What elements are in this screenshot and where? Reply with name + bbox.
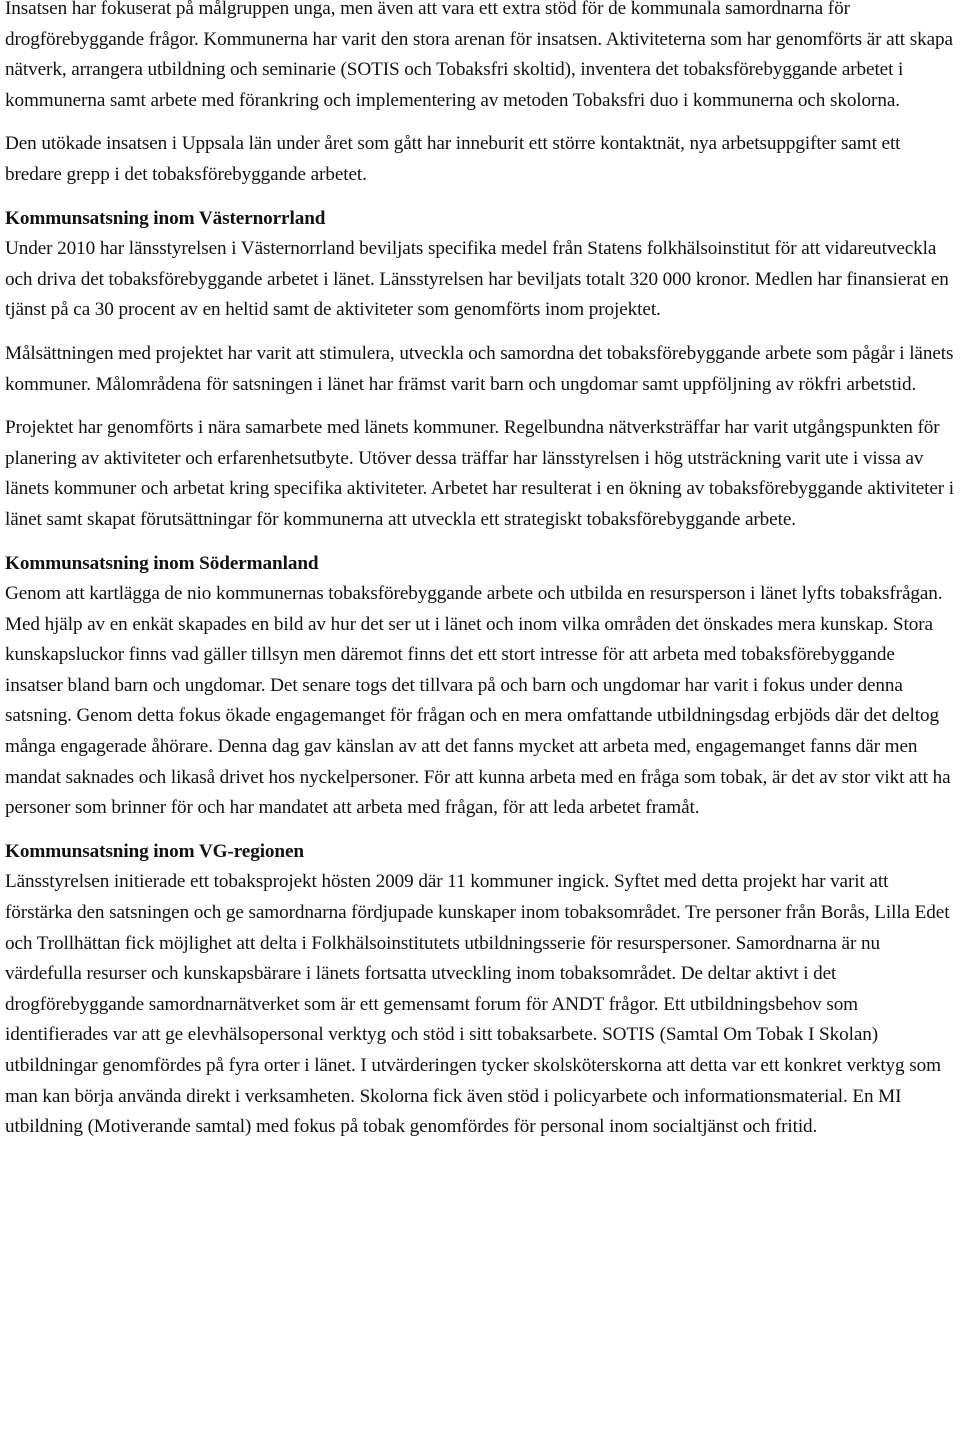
vasternorrland-paragraph-2: Målsättningen med projektet har varit att stimulera, utveckla och samordna det tobaksförebyggande arbete som pågår i länets kommuner. Målområdena för satsningen i länet har främst varit barn och ungdomar samt uppföljning av rökfri arbetstid. bbox=[5, 342, 954, 395]
section-sodermanland bbox=[5, 549, 957, 824]
sodermanland-paragraph-1: Genom att kartlägga de nio kommunernas tobaksförebyggande arbete och utbilda en resursperson i länet lyfts tobaksfrågan. Med hjälp av en enkät skapades en bild av hur det ser ut i länet och inom vilka områden det önskades mera kunskap. Stora kunskapsluckor finns vad gäller tillsyn men däremot finns det ett stort intresse för att arbeta med tobaksförebyggande insatser bland barn och ungdomar. Det senare togs det tillvara på och barn och ungdomar har varit i fokus under denna satsning. Genom detta fokus ökade engagemanget för frågan och en mera omfattande utbildningsdag erbjöds där det deltog många engagerade åhörare. Denna dag gav känslan av att det fanns mycket att arbeta med, engagemanget fanns där men mandat saknades och likaså drivet hos nyckelpersoner. För att kunna arbeta med en fråga som tobak, är det av stor vikt att ha personer som brinner för och har mandatet att arbeta med frågan, för att leda arbetet framåt. bbox=[5, 583, 951, 819]
vasternorrland-paragraph-1: Under 2010 har länsstyrelsen i Västernorrland beviljats specifika medel från Statens folkhälsoinstitut för att vidareutveckla och driva det tobaksförebyggande arbetet i länet. Länsstyrelsen har beviljats totalt 320 000 kronor. Medlen har finansierat en tjänst på ca 30 procent av en heltid samt de aktiviteter som genomförts inom projektet. bbox=[5, 238, 949, 321]
section-heading-sodermanland: Kommunsatsning inom Södermanland bbox=[5, 552, 319, 574]
vasternorrland-paragraph-3: Projektet har genomförts i nära samarbete med länets kommuner. Regelbundna nätverksträffar har varit utgångspunkten för planering av aktiviteter och erfarenhetsutbyte. Utöver dessa träffar har länsstyrelsen i hög utsträckning varit ute i vissa av länets kommuner och arbetat kring specifika aktiviteter. Arbetet har resulterat i en ökning av tobaksförebyggande aktiviteter i länet samt skapat förutsättningar för kommunerna att utveckla ett strategiskt tobaksförebyggande arbete. bbox=[5, 417, 955, 530]
intro-paragraph-2: Den utökade insatsen i Uppsala län under året som gått har inneburit ett större kontaktnät, nya arbetsuppgifter samt ett bredare grepp i det tobaksförebyggande arbetet. bbox=[5, 133, 901, 185]
document-page bbox=[5, 0, 957, 1156]
section-heading-vgregionen: Kommunsatsning inom VG-regionen bbox=[5, 840, 304, 862]
section-vgregionen bbox=[5, 837, 957, 1143]
vgregionen-paragraph-1: Länsstyrelsen initierade ett tobaksprojekt hösten 2009 där 11 kommuner ingick. Syftet med detta projekt har varit att förstärka den satsningen och ge samordnarna fördjupade kunskaper inom tobaksområdet. Tre personer från Borås, Lilla Edet och Trollhättan fick möjlighet att delta i Folkhälsoinstitutets utbildningsserie för resurspersoner. Samordnarna är nu värdefulla resurser och kunskapsbärare i länets fortsatta utveckling inom tobaksområdet. De deltar aktivt i det drogförebyggande samordnarnätverket som är ett gemensamt forum för ANDT frågor. Ett utbildningsbehov som identifierades var att ge elevhälsopersonal verktyg och stöd i sitt tobaksarbete. SOTIS (Samtal Om Tobak I Skolan) utbildningar genomfördes på fyra orter i länet. I utvärderingen tycker skolsköterskorna att detta var ett konkret verktyg som man kan börja använda direkt i verksamheten. Skolorna fick även stöd i policyarbete och informationsmaterial. En MI utbildning (Motiverande samtal) med fokus på tobak genomfördes för personal inom socialtjänst och fritid. bbox=[5, 871, 950, 1138]
section-heading-vasternorrland: Kommunsatsning inom Västernorrland bbox=[5, 207, 326, 229]
intro-paragraph-1: Insatsen har fokuserat på målgruppen unga, men även att vara ett extra stöd för de kommunala samordnarna för drogförebyggande frågor. Kommunerna har varit den stora arenan för insatsen. Aktiviteterna som har genomförts är att skapa nätverk, arrangera utbildning och seminarie (SOTIS och Tobaksfri skoltid), inventera det tobaksförebyggande arbetet i kommunerna samt arbete med förankring och implementering av metoden Tobaksfri duo i kommunerna och skolorna. bbox=[5, 0, 953, 111]
section-vasternorrland bbox=[5, 204, 957, 326]
